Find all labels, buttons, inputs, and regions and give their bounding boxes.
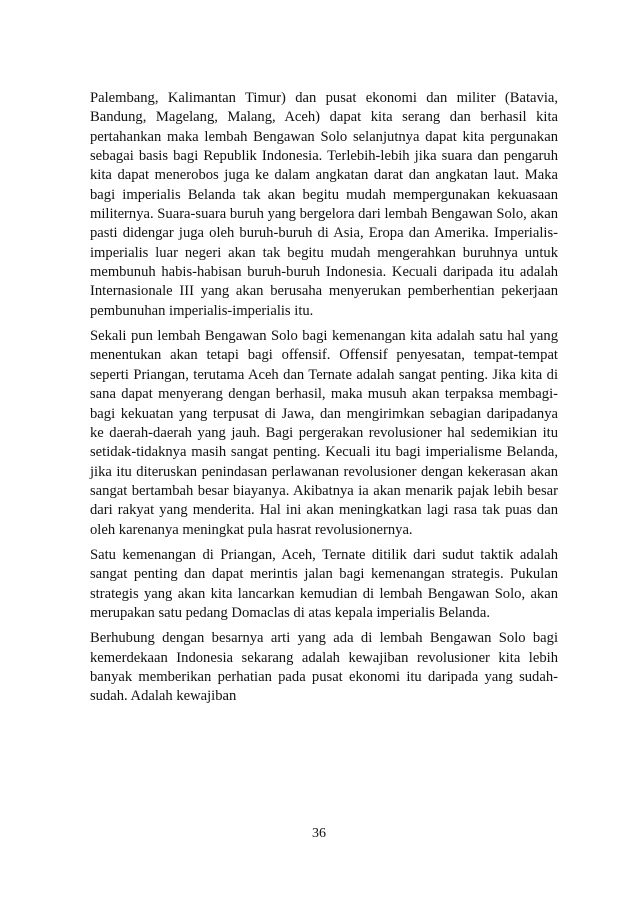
paragraph: Palembang, Kalimantan Timur) dan pusat ekonomi dan militer (Batavia, Bandung, Magelang, Malang, Aceh) dapat kita serang dan berhasil kita pertahankan maka lembah Bengawan Solo selanjutnya dapat kita pergunakan sebagai basis bagi Republik Indonesia. Terlebih-lebih jika suara dan pengaruh kita dapat menerobos juga ke dalam angkatan darat dan angkatan laut. Maka bagi imperialis Belanda tak akan begitu mudah mempergunakan kekuasaan militernya. Suara-suara buruh yang bergelora dari lembah Bengawan Solo, akan pasti didengar juga oleh buruh-buruh di Asia, Eropa dan Amerika. Imperialis-imperialis luar negeri akan tak begitu mudah mengerahkan buruhnya untuk membunuh habis-habisan buruh-buruh Indonesia. Kecuali daripada itu adalah Internasionale III yang akan berusaha menyerukan pemberhentian pekerjaan pembunuhan imperialis-imperialis itu.: [90, 90, 558, 319]
page-number: 36: [312, 826, 326, 841]
paragraph: Berhubung dengan besarnya arti yang ada di lembah Bengawan Solo bagi kemerdekaan Indonesia sekarang adalah kewajiban revolusioner kita lebih banyak memberikan perhatian pada pusat ekonomi itu daripada yang sudah-sudah. Adalah kewajiban: [90, 630, 558, 705]
page-body: [90, 89, 558, 713]
paragraph: Sekali pun lembah Bengawan Solo bagi kemenangan kita adalah satu hal yang menentukan akan tetapi bagi offensif. Offensif penyesatan, tempat-tempat seperti Priangan, terutama Aceh dan Ternate adalah sangat penting. Jika kita di sana dapat menyerang dengan berhasil, maka musuh akan terpaksa membagi-bagi kekuatan yang terpusat di Jawa, dan mengirimkan sebagian daripadanya ke daerah-daerah yang jauh. Bagi pergerakan revolusioner hal sedemikian itu setidak-tidaknya masih sangat penting. Kecuali itu bagi imperialisme Belanda, jika itu diteruskan penindasan perlawanan revolusioner dengan kekerasan akan sangat bertambah besar biayanya. Akibatnya ia akan menarik pajak lebih besar dari rakyat yang menderita. Hal ini akan meningkatkan lagi rasa tak puas dan oleh karenanya meningkat pula hasrat revolusionernya.: [90, 328, 558, 538]
paragraph: Satu kemenangan di Priangan, Aceh, Ternate ditilik dari sudut taktik adalah sangat penting dan dapat merintis jalan bagi kemenangan strategis. Pukulan strategis yang akan kita lancarkan kemudian di lembah Bengawan Solo, akan merupakan satu pedang Domaclas di atas kepala imperialis Belanda.: [90, 546, 558, 621]
